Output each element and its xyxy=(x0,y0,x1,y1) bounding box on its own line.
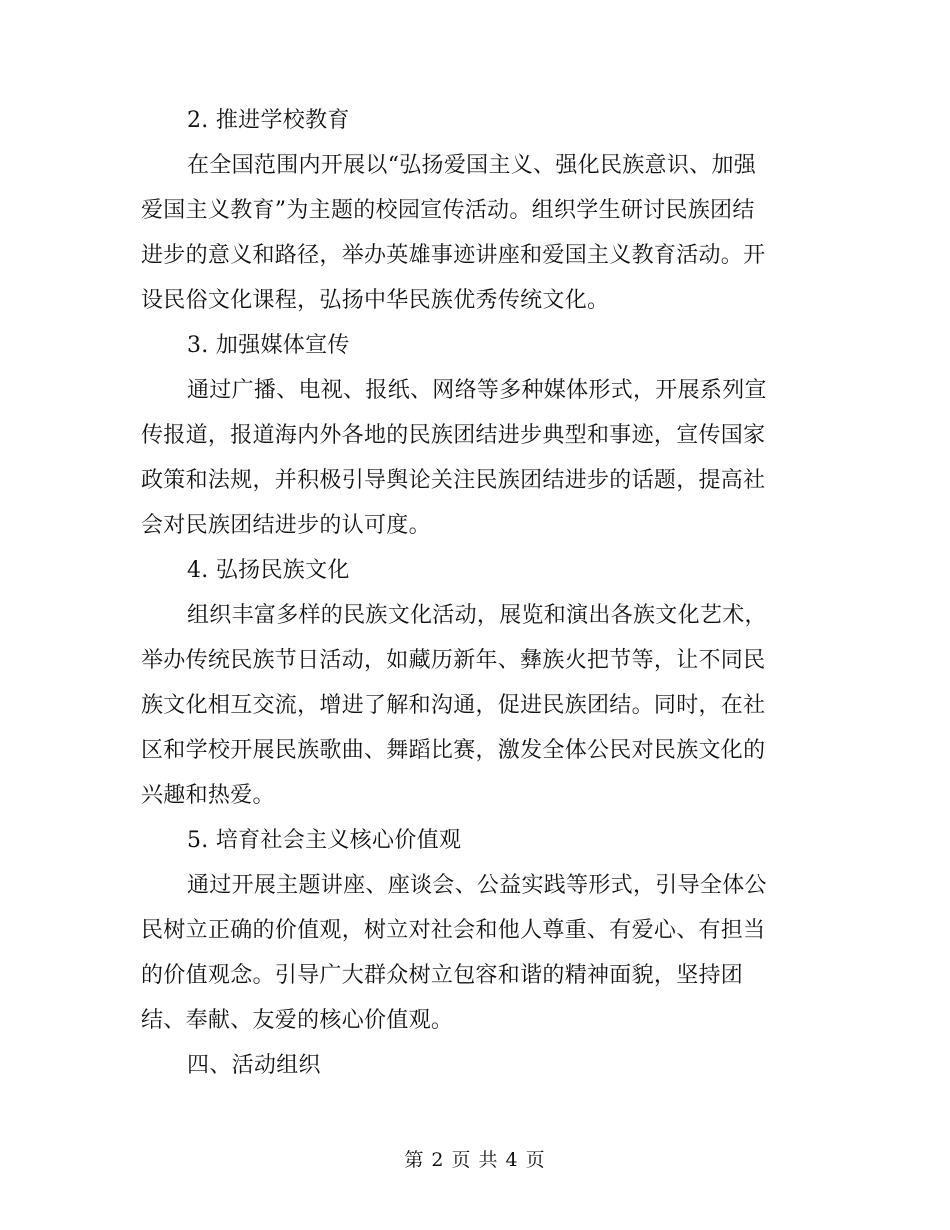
paragraph-line: 传报道，报道海内外各地的民族团结进步典型和事迹，宣传国家 xyxy=(141,423,766,448)
section-heading: 四、活动组织 xyxy=(187,1053,321,1078)
paragraph-line: 民树立正确的价值观，树立对社会和他人尊重、有爱心、有担当 xyxy=(141,918,766,943)
paragraph-line: 的价值观念。引导广大群众树立包容和谐的精神面貌，坚持团 xyxy=(141,963,744,988)
heading-4: 4. 弘扬民族文化 xyxy=(187,558,350,583)
paragraph-line: 族文化相互交流，增进了解和沟通，促进民族团结。同时，在社 xyxy=(141,693,766,718)
document-body xyxy=(141,98,811,1088)
paragraph-line: 在全国范围内开展以“弘扬爱国主义、强化民族意识、加强 xyxy=(187,153,757,178)
heading-3: 3. 加强媒体宣传 xyxy=(187,333,350,358)
heading-2: 2. 推进学校教育 xyxy=(187,108,350,133)
paragraph-line: 设民俗文化课程，弘扬中华民族优秀传统文化。 xyxy=(141,288,610,313)
paragraph-line: 组织丰富多样的民族文化活动，展览和演出各族文化艺术， xyxy=(187,603,767,628)
paragraph-line: 政策和法规，并积极引导舆论关注民族团结进步的话题，提高社 xyxy=(141,468,766,493)
page-number-footer: 第 2 页 共 4 页 xyxy=(404,1149,546,1171)
paragraph-line: 进步的意义和路径，举办英雄事迹讲座和爱国主义教育活动。开 xyxy=(141,243,766,268)
paragraph-line: 通过广播、电视、报纸、网络等多种媒体形式，开展系列宣 xyxy=(187,378,767,403)
paragraph-line: 结、奉献、友爱的核心价值观。 xyxy=(141,1008,454,1033)
paragraph-line: 区和学校开展民族歌曲、舞蹈比赛，激发全体公民对民族文化的 xyxy=(141,738,766,763)
paragraph-line: 通过开展主题讲座、座谈会、公益实践等形式，引导全体公 xyxy=(187,873,767,898)
heading-5: 5. 培育社会主义核心价值观 xyxy=(187,828,462,853)
paragraph-line: 爱国主义教育”为主题的校园宣传活动。组织学生研讨民族团结 xyxy=(141,198,755,223)
paragraph-line: 兴趣和热爱。 xyxy=(141,783,275,808)
paragraph-line: 会对民族团结进步的认可度。 xyxy=(141,513,431,538)
paragraph-line: 举办传统民族节日活动，如藏历新年、彝族火把节等，让不同民 xyxy=(141,648,766,673)
